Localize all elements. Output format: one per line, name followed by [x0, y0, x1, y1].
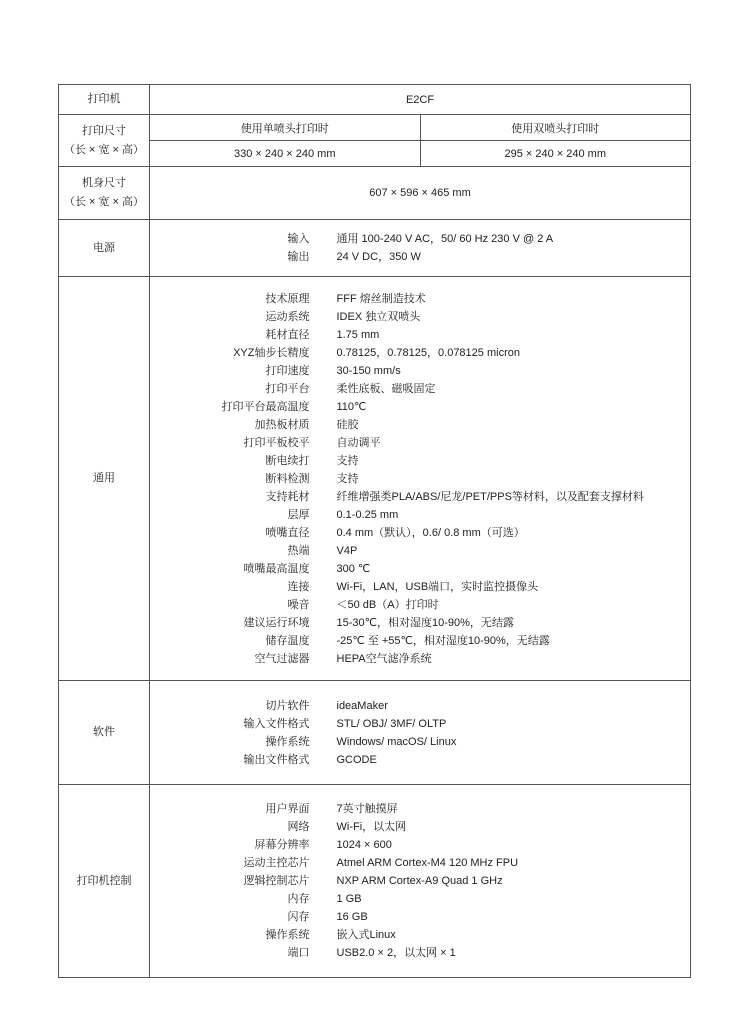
spec-value: 7英寸触摸屏: [336, 803, 398, 815]
spec-key: 加热板材质: [254, 418, 310, 431]
spec-value: FFF 熔丝制造技术: [336, 292, 426, 305]
spec-key: 内存: [287, 893, 310, 905]
spec-value: V4P: [336, 544, 358, 557]
spec-value: ＜50 dB（A）打印时: [336, 598, 439, 611]
printer-control-list: [162, 800, 679, 962]
spec-value: 0.1-0.25 mm: [336, 508, 399, 521]
row-printer: [59, 85, 691, 115]
row-body-size: [59, 167, 691, 220]
spec-key: 运动系统: [265, 310, 310, 323]
spec-value: 支持: [336, 454, 359, 467]
printer-control-values: [150, 785, 691, 978]
spec-value: IDEX 独立双喷头: [336, 310, 421, 323]
body-size-value: 607 × 596 × 465 mm: [150, 167, 691, 220]
spec-value: 支持: [336, 472, 359, 485]
spec-key: 打印平台: [265, 382, 310, 395]
printer-label: 打印机: [59, 85, 150, 115]
spec-value: 30-150 mm/s: [336, 364, 401, 377]
spec-key: 噪音: [287, 598, 310, 611]
spec-key: 断料检测: [265, 472, 310, 485]
spec-key: 空气过滤器: [254, 652, 310, 665]
spec-key: 切片软件: [265, 699, 310, 712]
spec-value: 110℃: [336, 400, 367, 413]
spec-value: 通用 100-240 V AC，50/ 60 Hz 230 V @ 2 A: [336, 233, 554, 245]
spec-value: 1024 × 600: [336, 839, 392, 851]
spec-value: 嵌入式Linux: [336, 929, 396, 941]
spec-key: 断电续打: [265, 454, 310, 467]
spec-key: 技术原理: [265, 292, 310, 305]
print-size-label: [59, 115, 150, 167]
row-software: [59, 681, 691, 785]
spec-key: 打印平板校平: [243, 436, 310, 449]
spec-value: 0.4 mm（默认），0.6/ 0.8 mm（可选）: [336, 526, 525, 539]
spec-key: 网络: [287, 821, 310, 833]
spec-key: 逻辑控制芯片: [243, 875, 310, 887]
row-printer-control: [59, 785, 691, 978]
spec-key: 输入: [287, 233, 310, 245]
spec-key: 输入文件格式: [243, 717, 310, 730]
body-size-label-line1: 机身尺寸: [82, 177, 126, 189]
spec-key: 操作系统: [265, 735, 310, 748]
row-print-size-head: [59, 115, 691, 141]
spec-value: 硅胶: [336, 418, 359, 431]
dual-head-header: 使用双喷头打印时: [420, 115, 691, 141]
spec-value: ideaMaker: [336, 699, 388, 712]
power-values: [150, 220, 691, 277]
spec-key: 耗材直径: [265, 328, 310, 341]
single-head-value: 330 × 240 × 240 mm: [150, 141, 421, 167]
print-size-label-line2: （长 × 宽 × 高）: [63, 143, 145, 156]
spec-key: 用户界面: [265, 803, 310, 815]
spec-key: 打印速度: [265, 364, 310, 377]
spec-value: Windows/ macOS/ Linux: [336, 735, 457, 748]
print-size-label-line1: 打印尺寸: [82, 124, 126, 137]
spec-key: 储存温度: [265, 634, 310, 647]
dual-head-value: 295 × 240 × 240 mm: [420, 141, 691, 167]
spec-key: 层厚: [287, 508, 310, 521]
spec-key: 喷嘴直径: [265, 526, 310, 539]
general-label: 通用: [59, 277, 150, 681]
row-print-size-values: [59, 141, 691, 167]
spec-value: STL/ OBJ/ 3MF/ OLTP: [336, 717, 447, 730]
spec-table: [58, 84, 691, 978]
spec-value: 1 GB: [336, 893, 362, 905]
spec-key: 操作系统: [265, 929, 310, 941]
spec-value: 自动调平: [336, 436, 381, 449]
spec-value: 0.78125，0.78125，0.078125 micron: [336, 346, 520, 359]
spec-value: USB2.0 × 2，以太网 × 1: [336, 947, 456, 959]
spec-key: 连接: [287, 580, 310, 593]
spec-value: Wi-Fi，LAN，USB端口，实时监控摄像头: [336, 580, 539, 593]
software-label: 软件: [59, 681, 150, 785]
spec-value: HEPA空气滤净系统: [336, 652, 432, 665]
spec-value: 纤维增强类PLA/ABS/尼龙/PET/PPS等材料，以及配套支撑材料: [336, 490, 644, 503]
spec-value: NXP ARM Cortex-A9 Quad 1 GHz: [336, 875, 503, 887]
printer-control-label: 打印机控制: [59, 785, 150, 978]
spec-value: -25℃ 至 +55℃，相对湿度10-90%，无结露: [336, 634, 550, 647]
spec-key: 输出文件格式: [243, 753, 310, 766]
spec-value: 15-30℃，相对湿度10-90%，无结露: [336, 616, 514, 629]
spec-key: XYZ轴步长精度: [233, 346, 310, 359]
row-power: [59, 220, 691, 277]
spec-key: 端口: [287, 947, 310, 959]
spec-key: 打印平台最高温度: [221, 400, 310, 413]
spec-value: 300 ℃: [336, 562, 371, 575]
spec-key: 输出: [287, 251, 310, 263]
spec-value: Wi-Fi，以太网: [336, 821, 407, 833]
software-values: [150, 681, 691, 785]
row-general: [59, 277, 691, 681]
spec-value: 16 GB: [336, 911, 368, 923]
general-values: [150, 277, 691, 681]
spec-value: GCODE: [336, 753, 377, 766]
software-list: [162, 697, 679, 769]
spec-value: 24 V DC，350 W: [336, 251, 421, 263]
spec-key: 建议运行环境: [243, 616, 310, 629]
spec-value: 1.75 mm: [336, 328, 380, 341]
single-head-header: 使用单喷头打印时: [150, 115, 421, 141]
spec-key: 屏幕分辨率: [254, 839, 310, 851]
spec-key: 支持耗材: [265, 490, 310, 503]
power-list: [162, 230, 679, 266]
body-size-label-line2: （长 × 宽 × 高）: [63, 196, 145, 208]
spec-key: 热端: [287, 544, 310, 557]
spec-value: Atmel ARM Cortex-M4 120 MHz FPU: [336, 857, 519, 869]
printer-value: E2CF: [150, 85, 691, 115]
spec-key: 喷嘴最高温度: [243, 562, 310, 575]
spec-key: 闪存: [287, 911, 310, 923]
general-list: [162, 290, 679, 668]
power-label: 电源: [59, 220, 150, 277]
spec-value: 柔性底板、磁吸固定: [336, 382, 436, 395]
body-size-label: [59, 167, 150, 220]
spec-key: 运动主控芯片: [243, 857, 310, 869]
